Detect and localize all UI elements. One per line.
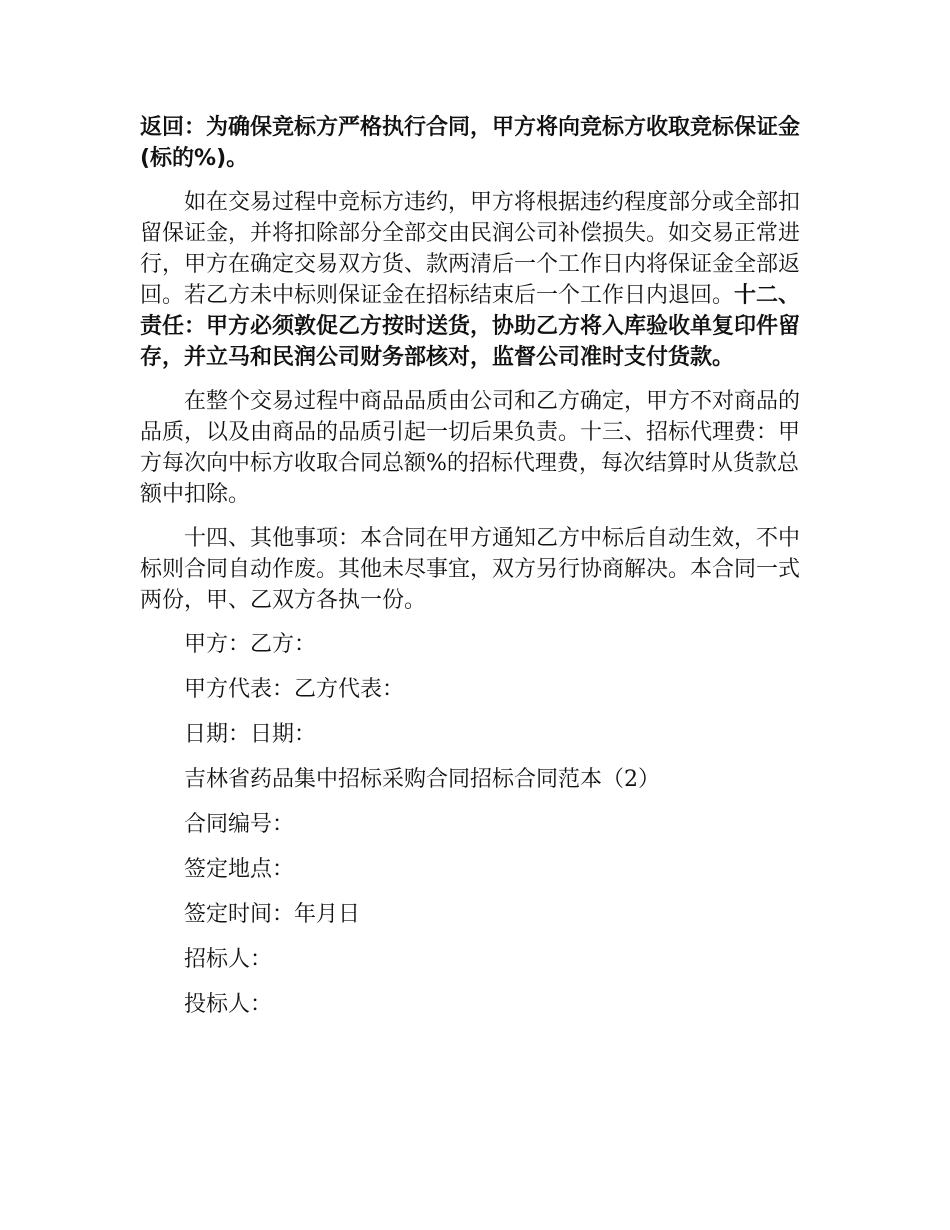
- paragraph-quality-agency-fee: 在整个交易过程中商品品质由公司和乙方确定，甲方不对商品的品质，以及由商品的品质引起一切后果负责。十三、招标代理费：甲方每次向中标方收取合同总额%的招标代理费，每次结算时从货款总额中扣除。: [140, 389, 801, 507]
- line-dates: 日期：日期：: [184, 722, 317, 747]
- line-representatives: 甲方代表：乙方代表：: [184, 677, 405, 702]
- line-bidder: 投标人：: [184, 992, 273, 1017]
- line-contract-title: 吉林省药品集中招标采购合同招标合同范本（2）: [184, 767, 660, 792]
- paragraph-breach-text: 如在交易过程中竞标方违约，甲方将根据违约程度部分或全部扣留保证金，并将扣除部分全部交由民润公司补偿损失。如交易正常进行，甲方在确定交易双方货、款两清后一个工作日内将保证金全部返回。若乙方未中标则保证金在招标结束后一个工作日内退回。: [140, 190, 801, 308]
- paragraph-deposit-return: 返回：为确保竞标方严格执行合同，甲方将向竞标方收取竞标保证金(标的%)。: [140, 115, 801, 171]
- paragraph-other-matters: 十四、其他事项：本合同在甲方通知乙方中标后自动生效，不中标则合同自动作废。其他未尽事宜，双方另行协商解决。本合同一式两份，甲、乙双方各执一份。: [140, 526, 801, 613]
- line-tenderer: 招标人：: [184, 947, 273, 972]
- line-signing-time: 签定时间：年月日: [184, 902, 361, 927]
- document-page: [140, 112, 820, 1034]
- paragraph-breach-responsibility: [140, 187, 820, 373]
- line-signing-place: 签定地点：: [184, 857, 295, 882]
- paragraph-responsibility-clause: 十二、责任：甲方必须敦促乙方按时送货，协助乙方将入库验收单复印件留存，并立马和民润公司财务部核对，监督公司准时支付货款。: [140, 283, 801, 370]
- line-parties: 甲方：乙方：: [184, 632, 317, 657]
- line-contract-number: 合同编号：: [184, 812, 295, 837]
